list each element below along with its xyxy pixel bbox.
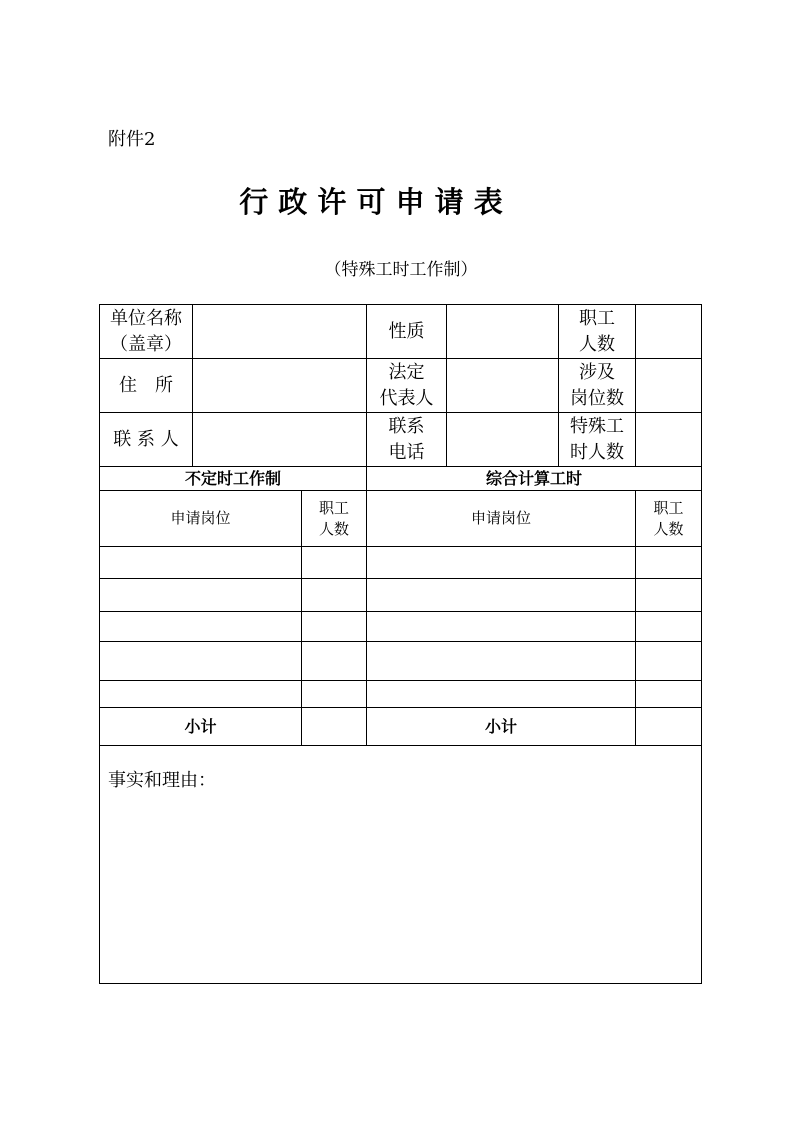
left-count-cell [302, 681, 367, 708]
right-position-cell [367, 612, 636, 642]
application-form-table [99, 304, 702, 984]
nature-label-text: 性质 [388, 320, 425, 342]
special-hours-count-label-line2: 时人数 [570, 441, 624, 463]
left-position-cell [100, 579, 302, 612]
subtotal-row [100, 708, 702, 746]
right-count-header-line1: 职工 [653, 498, 684, 517]
left-count-cell [302, 612, 367, 642]
table-row [100, 681, 702, 708]
reasons-label: 事实和理由： [108, 770, 216, 791]
section-header-row [100, 467, 702, 491]
positions-involved-label [559, 359, 636, 413]
document-title: 行 政 许 可 申 请 表 [239, 185, 503, 219]
special-hours-count-label [559, 413, 636, 467]
positions-involved-label-line1: 涉及 [579, 361, 615, 383]
left-count-cell [302, 579, 367, 612]
right-count-cell [636, 612, 702, 642]
table-row [100, 612, 702, 642]
contact-phone-label [367, 413, 447, 467]
right-subtotal-label: 小计 [367, 708, 636, 746]
unit-name-field [193, 305, 367, 359]
right-position-header: 申请岗位 [367, 491, 636, 547]
contact-person-field [193, 413, 367, 467]
nature-field [447, 305, 559, 359]
left-position-cell [100, 642, 302, 681]
right-position-cell [367, 642, 636, 681]
left-count-cell [302, 642, 367, 681]
right-position-cell [367, 579, 636, 612]
employee-count-label-line1: 职工 [579, 307, 615, 329]
right-count-header [636, 491, 702, 547]
left-subtotal-label: 小计 [100, 708, 302, 746]
legal-rep-label [367, 359, 447, 413]
table-row [100, 579, 702, 612]
address-field [193, 359, 367, 413]
flexible-hours-section-title: 不定时工作制 [100, 467, 367, 491]
legal-rep-label-line2: 代表人 [379, 387, 434, 409]
contact-person-label [100, 413, 193, 467]
reasons-row [100, 746, 702, 984]
contact-phone-field [447, 413, 559, 467]
left-position-cell [100, 681, 302, 708]
reasons-cell [100, 746, 702, 984]
address-label-text: 住 所 [119, 374, 173, 396]
nature-label [367, 305, 447, 359]
right-count-cell [636, 547, 702, 579]
info-row-contact [100, 413, 702, 467]
address-label [100, 359, 193, 413]
contact-person-label-text: 联 系 人 [113, 428, 179, 450]
left-position-cell [100, 612, 302, 642]
right-count-cell [636, 579, 702, 612]
left-position-cell [100, 547, 302, 579]
info-row-unit [100, 305, 702, 359]
left-count-header-line2: 人数 [318, 519, 349, 538]
special-hours-count-field [636, 413, 702, 467]
right-subtotal-value [636, 708, 702, 746]
right-position-cell [367, 547, 636, 579]
unit-name-label-line1: 单位名称 [110, 307, 182, 329]
right-position-cell [367, 681, 636, 708]
unit-name-label [100, 305, 193, 359]
left-count-header-line1: 职工 [318, 498, 349, 517]
unit-name-label-line2: （盖章） [110, 333, 182, 355]
table-row [100, 642, 702, 681]
right-count-cell [636, 681, 702, 708]
document-subtitle: （特殊工时工作制） [324, 260, 478, 280]
left-subtotal-value [302, 708, 367, 746]
legal-rep-field [447, 359, 559, 413]
info-row-address [100, 359, 702, 413]
legal-rep-label-line1: 法定 [388, 361, 425, 383]
contact-phone-label-line2: 电话 [388, 441, 425, 463]
comprehensive-hours-section-title: 综合计算工时 [367, 467, 702, 491]
left-count-header [302, 491, 367, 547]
right-count-cell [636, 642, 702, 681]
left-position-header: 申请岗位 [100, 491, 302, 547]
positions-involved-label-line2: 岗位数 [570, 387, 624, 409]
table-row [100, 547, 702, 579]
attachment-label: 附件2 [108, 129, 156, 150]
positions-involved-field [636, 359, 702, 413]
employee-count-label-line2: 人数 [579, 333, 615, 355]
left-count-cell [302, 547, 367, 579]
column-header-row [100, 491, 702, 547]
right-count-header-line2: 人数 [653, 519, 684, 538]
employee-count-label [559, 305, 636, 359]
contact-phone-label-line1: 联系 [388, 415, 425, 437]
special-hours-count-label-line1: 特殊工 [570, 415, 624, 437]
employee-count-field [636, 305, 702, 359]
